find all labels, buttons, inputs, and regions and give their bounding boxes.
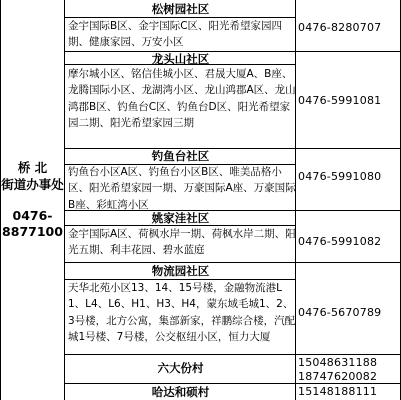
community-address: 金宇国际A区、荷枫水岸一期、荷枫水岸二期、阳光五期、利丰花园、碧水蓝庭 [68, 228, 296, 257]
community-phone: 0476-8280707 [298, 21, 382, 34]
village-name: 六大份村 [157, 361, 204, 375]
community-address: 金宇国际B区、金宇国际C区、阳光希望家园四期、健康家园、万安小区 [68, 20, 283, 49]
community-name: 姚家洼社区 [151, 211, 210, 225]
community-phone: 0476-5670789 [298, 306, 382, 319]
community-address: 天华北苑小区13、14、15号楼，金融物流港L1、L4、L6、H1、H3、H4，蒙东域毛城1、2、3号楼，北方公寓，集部新家，祥鹏综合楼，汽配城1号楼、7号楼，公交枢纽小区，恒力大厦 [68, 282, 296, 344]
village-name: 哈达和硕村 [151, 385, 210, 399]
table-border-left [0, 0, 1, 400]
village-phone: 15048631188 [298, 356, 378, 369]
community-address: 摩尔城小区、铭信佳城小区、君晟大厦A、B座、龙腾国际小区、龙湖湾小区、龙山鸿郡A区、龙山鸿郡B区、钓鱼台C区、钓鱼台D区、阳光希望家园二期、阳光希望家园三期 [68, 68, 296, 130]
community-name: 龙头山社区 [151, 52, 210, 66]
office-phone-line1: 0476- [12, 208, 53, 223]
community-name: 钓鱼台社区 [151, 149, 210, 163]
village-phone: 18747620082 [298, 370, 378, 383]
community-phone: 0476-5991081 [298, 94, 382, 107]
community-address: 钓鱼台小区A区、钓鱼台小区B区、唯美品格小区、阳光希望家园一期、万豪国际A座、万豪国际B座、彩虹湾小区 [68, 166, 296, 211]
office-phone-line2: 8877100 [2, 224, 63, 239]
village-phone: 15148188111 [298, 385, 378, 398]
office-name-line2: 街道办事处 [1, 177, 64, 192]
office-name-line1: 桥 北 [17, 160, 48, 175]
community-name: 物流园社区 [151, 264, 210, 278]
community-phone: 0476-5991082 [298, 235, 382, 248]
community-name: 松树园社区 [151, 2, 210, 16]
table-border-col1 [64, 0, 65, 400]
community-phone: 0476-5991080 [298, 170, 382, 183]
